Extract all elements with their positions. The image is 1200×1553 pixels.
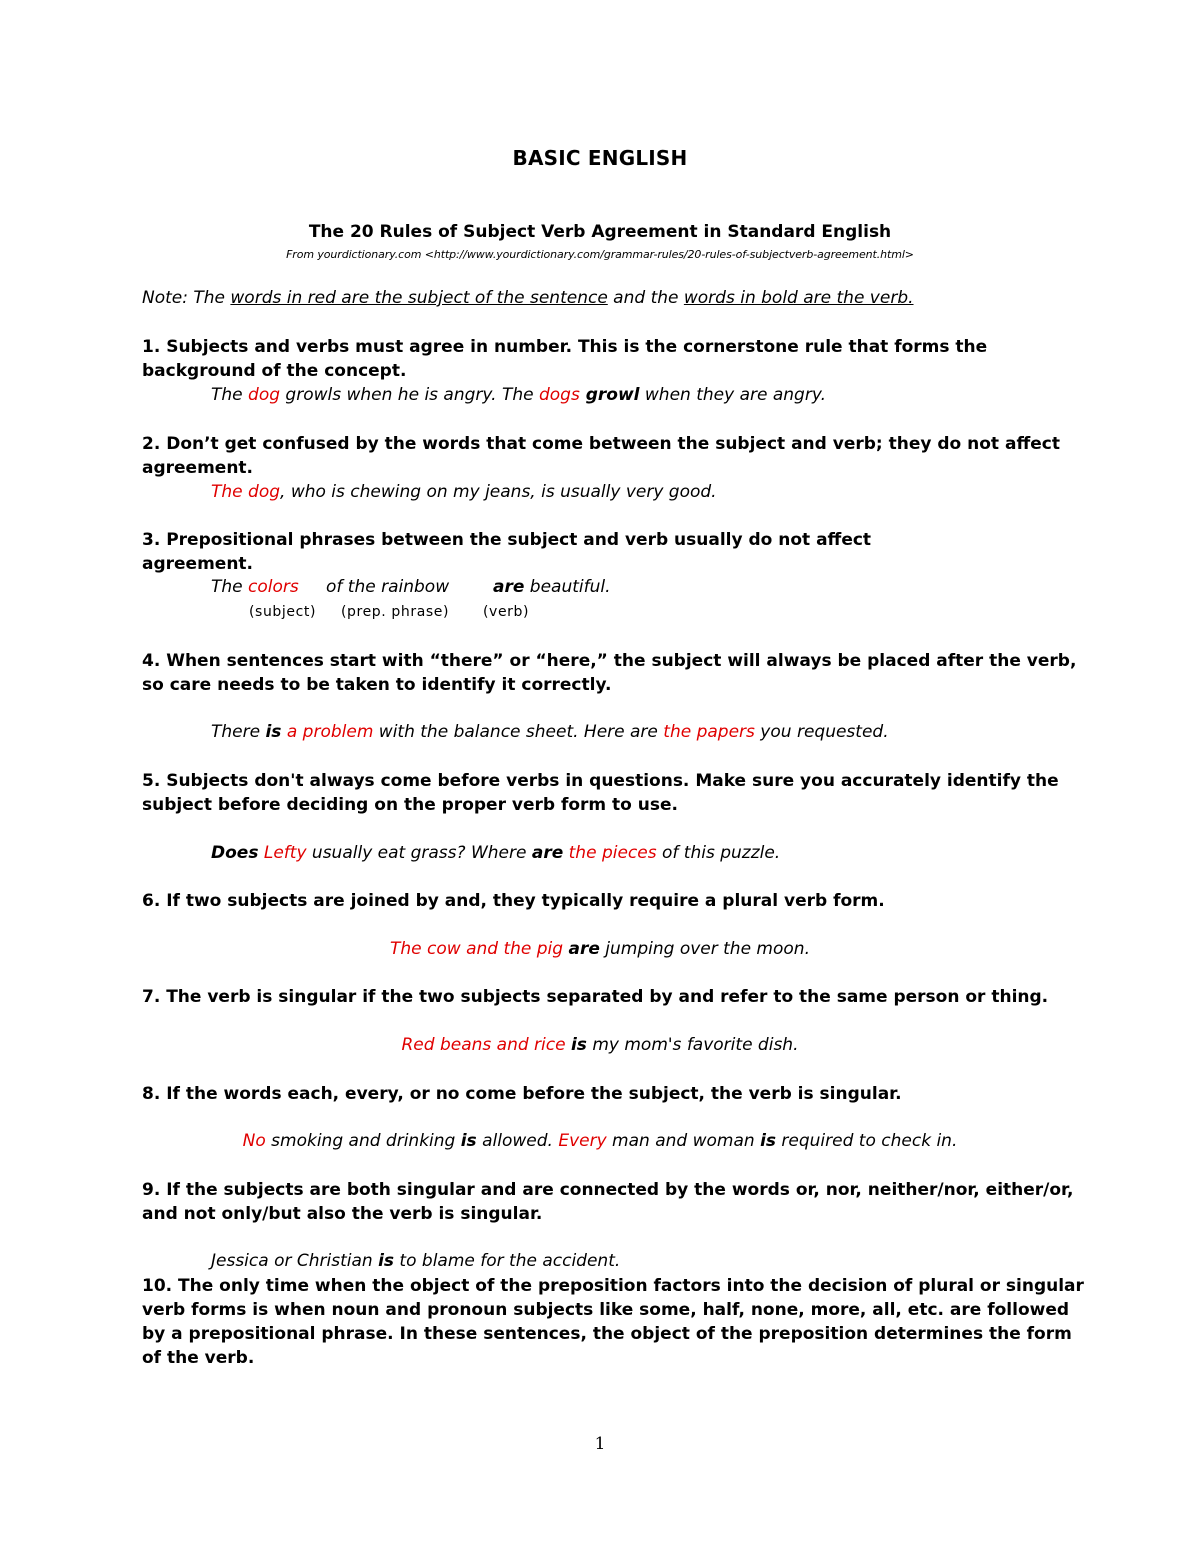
rule-1-line-2: background of the concept.: [142, 361, 407, 381]
example-3-label-phrase: (prep. phrase): [341, 604, 450, 620]
rule-10-line-2: verb forms is when noun and pronoun subjects like some, half, none, more, all, etc. are followed: [142, 1300, 1070, 1320]
rule-5-line-1: 5. Subjects don't always come before verbs in questions. Make sure you accurately identify the: [142, 771, 1059, 791]
page-number: 1: [594, 1434, 606, 1454]
rule-10-line-3: by a prepositional phrase. In these sentences, the object of the preposition determines the form: [142, 1324, 1072, 1344]
rule-9-line-1: 9. If the subjects are both singular and are connected by the words or, nor, neither/nor, either/or,: [142, 1180, 1074, 1200]
example-3-phrase: of the rainbow: [326, 577, 450, 597]
note-line: [142, 286, 914, 310]
rule-3-line-2: agreement.: [142, 554, 254, 574]
rule-10-line-1: 10. The only time when the object of the preposition factors into the decision of plural or singular: [142, 1276, 1084, 1296]
rule-3-line-1: 3. Prepositional phrases between the subject and verb usually do not affect: [142, 530, 872, 550]
example-1: The dog growls when he is angry. The dogs growl when they are angry.: [211, 385, 826, 405]
rule-6-line-1: 6. If two subjects are joined by and, they typically require a plural verb form.: [142, 891, 885, 911]
note-bold-text: words in bold are the verb.: [683, 288, 914, 308]
page-title: BASIC ENGLISH: [512, 146, 688, 170]
rule-8-line-1: 8. If the words each, every, or no come before the subject, the verb is singular.: [142, 1084, 902, 1104]
rule-9-line-2: and not only/but also the verb is singular.: [142, 1204, 543, 1224]
example-2: The dog, who is chewing on my jeans, is usually very good.: [211, 482, 717, 502]
example-3-label-subject: (subject): [249, 604, 317, 620]
example-8: No smoking and drinking is allowed. Every man and woman is required to check in.: [242, 1131, 958, 1151]
rule-2-line-1: 2. Don’t get confused by the words that come between the subject and verb; they do not affect: [142, 434, 1060, 454]
note-middle: and the: [607, 288, 684, 308]
source-citation: From yourdictionary.com <http://www.yourdictionary.com/grammar-rules/20-rules-of-subjectverb-agreement.html>: [286, 248, 914, 261]
rule-2-line-2: agreement.: [142, 458, 254, 478]
example-7: Red beans and rice is my mom's favorite dish.: [401, 1035, 799, 1055]
example-3-subject: The colors: [211, 577, 299, 597]
example-3-verb: are beautiful.: [493, 577, 611, 597]
example-6: The cow and the pig are jumping over the moon.: [390, 939, 810, 959]
example-9: Jessica or Christian is to blame for the accident.: [211, 1251, 621, 1271]
example-5: Does Lefty usually eat grass? Where are the pieces of this puzzle.: [211, 843, 781, 863]
rule-10-line-4: of the verb.: [142, 1348, 255, 1368]
example-4: There is a problem with the balance sheet. Here are the papers you requested.: [211, 722, 889, 742]
note-prefix: Note: The: [142, 288, 231, 308]
rule-4-line-1: 4. When sentences start with “there” or “here,” the subject will always be placed after the verb,: [142, 651, 1077, 671]
rule-7-line-1: 7. The verb is singular if the two subjects separated by and refer to the same person or thing.: [142, 987, 1049, 1007]
note-red-text: words in red are the subject of the sentence: [230, 288, 608, 308]
rule-4-line-2: so care needs to be taken to identify it correctly.: [142, 675, 612, 695]
rule-5-line-2: subject before deciding on the proper verb form to use.: [142, 795, 678, 815]
document-subtitle: The 20 Rules of Subject Verb Agreement in Standard English: [308, 222, 892, 242]
rule-1-line-1: 1. Subjects and verbs must agree in number. This is the cornerstone rule that forms the: [142, 337, 988, 357]
example-3-label-verb: (verb): [483, 604, 530, 620]
